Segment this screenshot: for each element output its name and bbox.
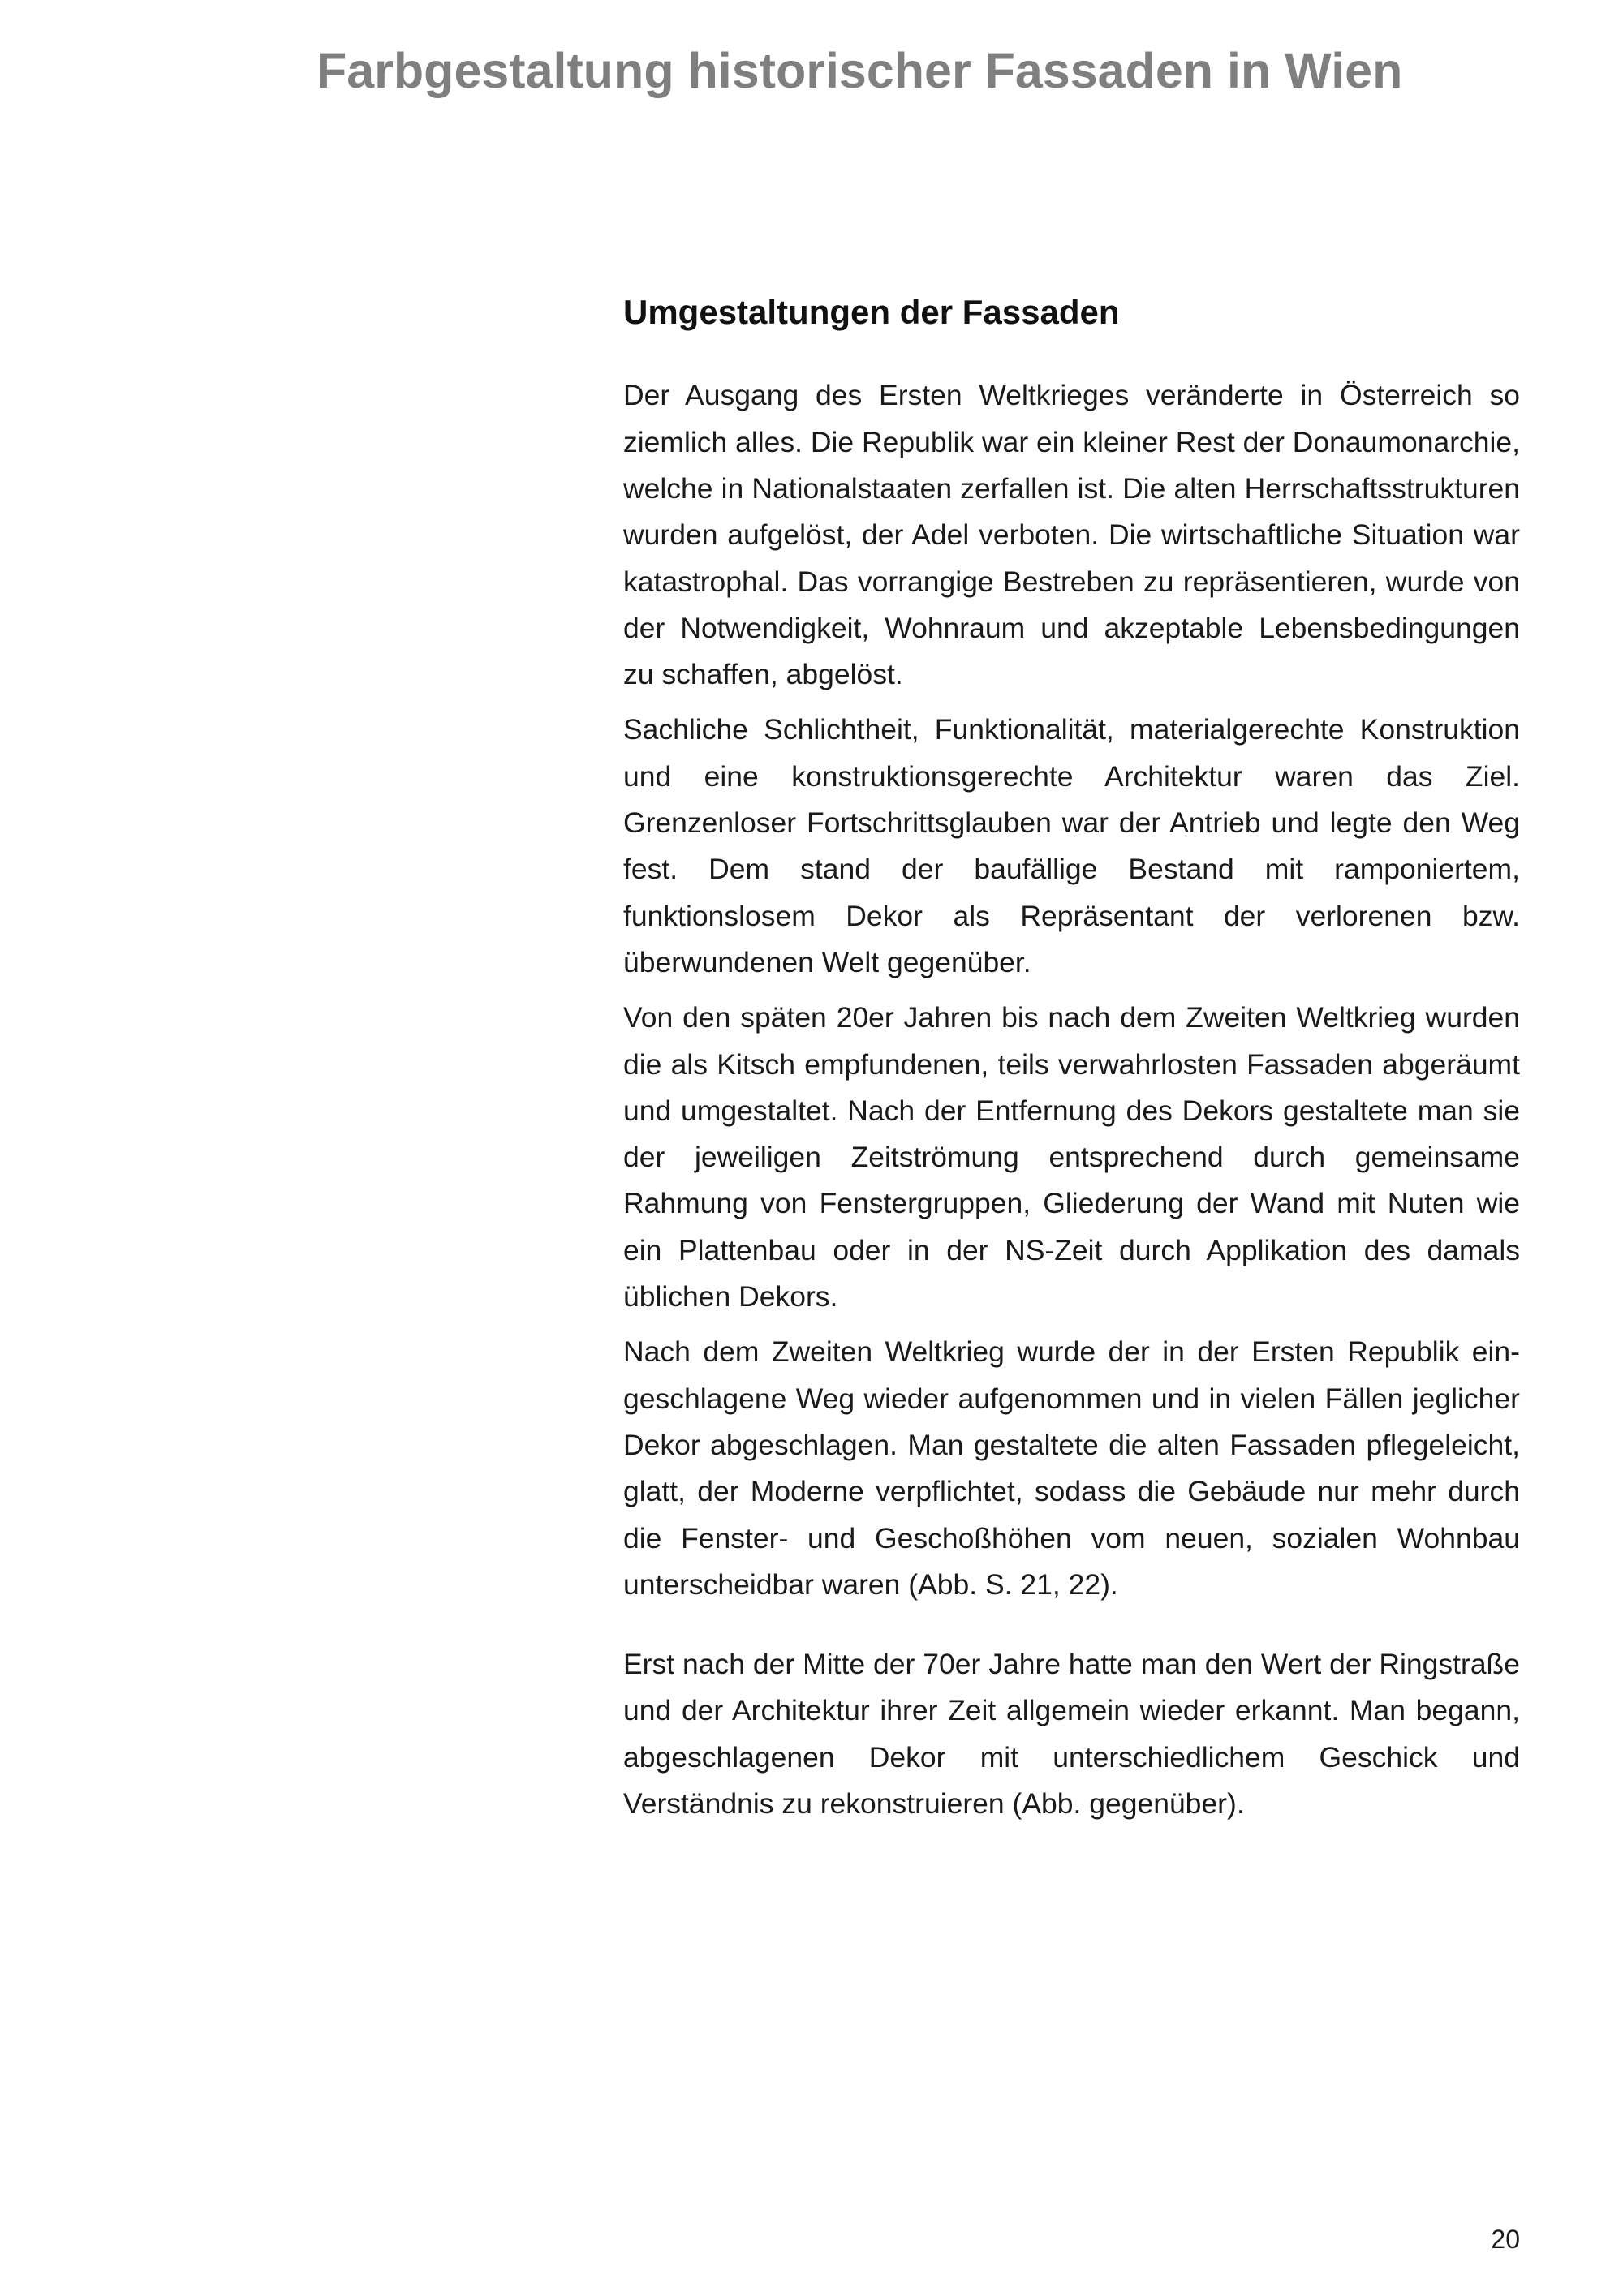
paragraph: Von den späten 20er Jahren bis nach dem Zweiten Weltkrieg wurden die als Kitsch empfundenen, teils verwahrlosten Fassaden abgeräumt und umgestaltet. Nach der Entfernung des Dekors gestaltete man sie der jeweiligen Zeitströmung entsprechend durch gemeinsame Rahmung von Fenstergruppen, Gliederung der Wand mit Nuten wie ein Plattenbau oder in der NS-Zeit durch Applikation des damals üblichen Dekors. [623,1001,1520,1314]
page-number: 20 [1491,2225,1520,2254]
paragraph: Erst nach der Mitte der 70er Jahre hatte man den Wert der Ringstraße und der Architektur ihrer Zeit allgemein wieder erkannt. Man begann, abgeschlagenen Dekor mit unterschiedlichem Geschick und Verständnis zu rekonstruieren (Abb. gegenüber). [623,1648,1520,1820]
paragraph: Nach dem Zweiten Weltkrieg wurde der in der Ersten Republik eingeschlagene Weg wieder aufgenommen und in vielen Fällen jeglicher Dekor abgeschlagen. Man gestaltete die alten Fassaden pflegeleicht, glatt, der Moderne verpflichtet, sodass die Gebäude nur mehr durch die Fenster- und Geschoßhöhen vom neuen, sozialen Wohnbau unterscheidbar waren (Abb. S. 21, 22). [623,1335,1520,1601]
paragraph: Sachliche Schlichtheit, Funktionalität, materialgerechte Konstruktion und eine konstruktionsgerechte Architektur waren das Ziel. Grenzenloser Fortschrittsglauben war der Antrieb und legte den Weg fest. Dem stand der baufällige Bestand mit ramponiertem, funktionslosem Dekor als Repräsentant der verlorenen bzw. überwundenen Welt gegenüber. [623,713,1520,978]
paragraph: Der Ausgang des Ersten Weltkrieges veränderte in Österreich so ziemlich alles. Die Republik war ein kleiner Rest der Donaumonarchie, welche in Nationalstaaten zerfallen ist. Die alten Herrschaftsstrukturen wurden aufgelöst, der Adel verboten. Die wirtschaftliche Situation war katastrophal. Das vorrangige Bestreben zu repräsentieren, wurde von der Notwendigkeit, Wohnraum und akzeptable Lebensbedingungen zu schaffen, abgelöst. [623,379,1520,691]
running-header: Farbgestaltung historischer Fassaden in Wien [316,43,1403,98]
section-heading: Umgestaltungen der Fassaden [623,293,1120,331]
content-section [623,292,1520,1836]
